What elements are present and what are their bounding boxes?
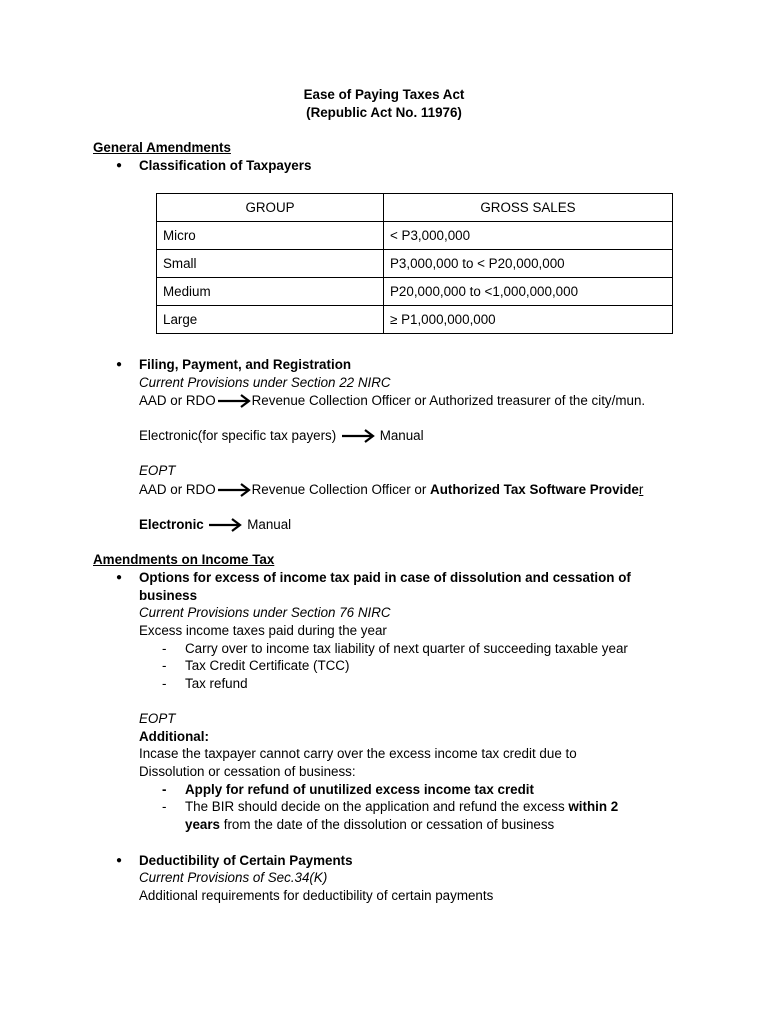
list-item: Tax Credit Certificate (TCC) [185, 658, 350, 673]
list-item-emphasis: within 2 [568, 799, 619, 814]
list-item: Carry over to income tax liability of next quarter of succeeding taxable year [185, 641, 628, 656]
list-item-continuation [185, 816, 554, 834]
filing-eopt-line1 [139, 481, 643, 499]
options-bullet-line1: Options for excess of income tax paid in case of dissolution and cessation of [139, 570, 631, 585]
filing-eopt-line2 [139, 516, 291, 534]
list-item [185, 798, 618, 816]
table-row [157, 278, 673, 306]
filing-current-line2 [139, 427, 424, 445]
filing-bullet: Filing, Payment, and Registration [139, 357, 352, 372]
options-additional-label: Additional: [139, 729, 209, 744]
bullet-icon: ● [116, 160, 123, 171]
dash-marker: - [162, 658, 167, 673]
flow-to: Manual [247, 517, 292, 532]
flow-from: Electronic [139, 517, 204, 532]
dash-marker: - [162, 799, 167, 814]
list-item: Apply for refund of unutilized excess income tax credit [185, 782, 534, 797]
flow-from: AAD or RDO [139, 482, 216, 497]
doc-subtitle: (Republic Act No. 11976) [306, 105, 462, 120]
table-cell: P3,000,000 to < P20,000,000 [384, 250, 673, 278]
flow-from: AAD or RDO [139, 393, 216, 408]
dash-marker: - [162, 676, 167, 691]
options-additional-text: Incase the taxpayer cannot carry over the excess income tax credit due to [139, 746, 577, 761]
table-cell: ≥ P1,000,000,000 [384, 306, 673, 334]
right-arrow-icon [217, 394, 251, 408]
general-amendments-heading: General Amendments [93, 140, 231, 155]
flow-to-bold: Authorized Tax Software Provide [430, 482, 639, 497]
list-item-emphasis: years [185, 817, 221, 832]
table-cell: P20,000,000 to <1,000,000,000 [384, 278, 673, 306]
filing-current-line1 [139, 392, 645, 410]
table-cell: < P3,000,000 [384, 222, 673, 250]
options-eopt-label: EOPT [139, 711, 176, 726]
table-header-cell: GROUP [157, 194, 384, 222]
list-item-text: The BIR should decide on the application and refund the excess [185, 799, 569, 814]
list-item-text: from the date of the dissolution or cessation of business [220, 817, 555, 832]
flow-to-underlined: r [638, 482, 644, 497]
right-arrow-icon [208, 518, 242, 532]
doc-title: Ease of Paying Taxes Act [303, 87, 465, 102]
table-header-cell: GROSS SALES [384, 194, 673, 222]
options-current-label: Current Provisions under Section 76 NIRC [139, 605, 391, 620]
list-item: Tax refund [185, 676, 248, 691]
income-tax-heading: Amendments on Income Tax [93, 552, 275, 567]
flow-from: Electronic(for specific tax payers) [139, 428, 337, 443]
table-header-row [157, 194, 673, 222]
filing-eopt-label: EOPT [139, 463, 176, 478]
bullet-icon: ● [116, 359, 123, 370]
classification-table [156, 193, 673, 334]
table-cell: Small [157, 250, 384, 278]
table-cell: Large [157, 306, 384, 334]
deductibility-text: Additional requirements for deductibility of certain payments [139, 888, 494, 903]
classification-bullet: Classification of Taxpayers [139, 158, 312, 173]
table-cell: Medium [157, 278, 384, 306]
right-arrow-icon [217, 483, 251, 497]
filing-current-label: Current Provisions under Section 22 NIRC [139, 375, 391, 390]
bullet-icon: ● [116, 572, 123, 583]
dash-marker: - [162, 641, 167, 656]
table-row [157, 306, 673, 334]
flow-to: Manual [379, 428, 424, 443]
options-current-intro: Excess income taxes paid during the year [139, 623, 387, 638]
options-bullet-line2: business [139, 588, 198, 603]
flow-to: Revenue Collection Officer or Authorized treasurer of the city/mun. [251, 393, 646, 408]
deductibility-bullet: Deductibility of Certain Payments [139, 853, 353, 868]
table-cell: Micro [157, 222, 384, 250]
deductibility-current-label: Current Provisions of Sec.34(K) [139, 870, 328, 885]
bullet-icon: ● [116, 855, 123, 866]
flow-to: Revenue Collection Officer or [251, 482, 431, 497]
right-arrow-icon [341, 429, 375, 443]
dash-marker: - [162, 782, 167, 797]
table-row [157, 250, 673, 278]
options-additional-text: Dissolution or cessation of business: [139, 764, 356, 779]
table-row [157, 222, 673, 250]
